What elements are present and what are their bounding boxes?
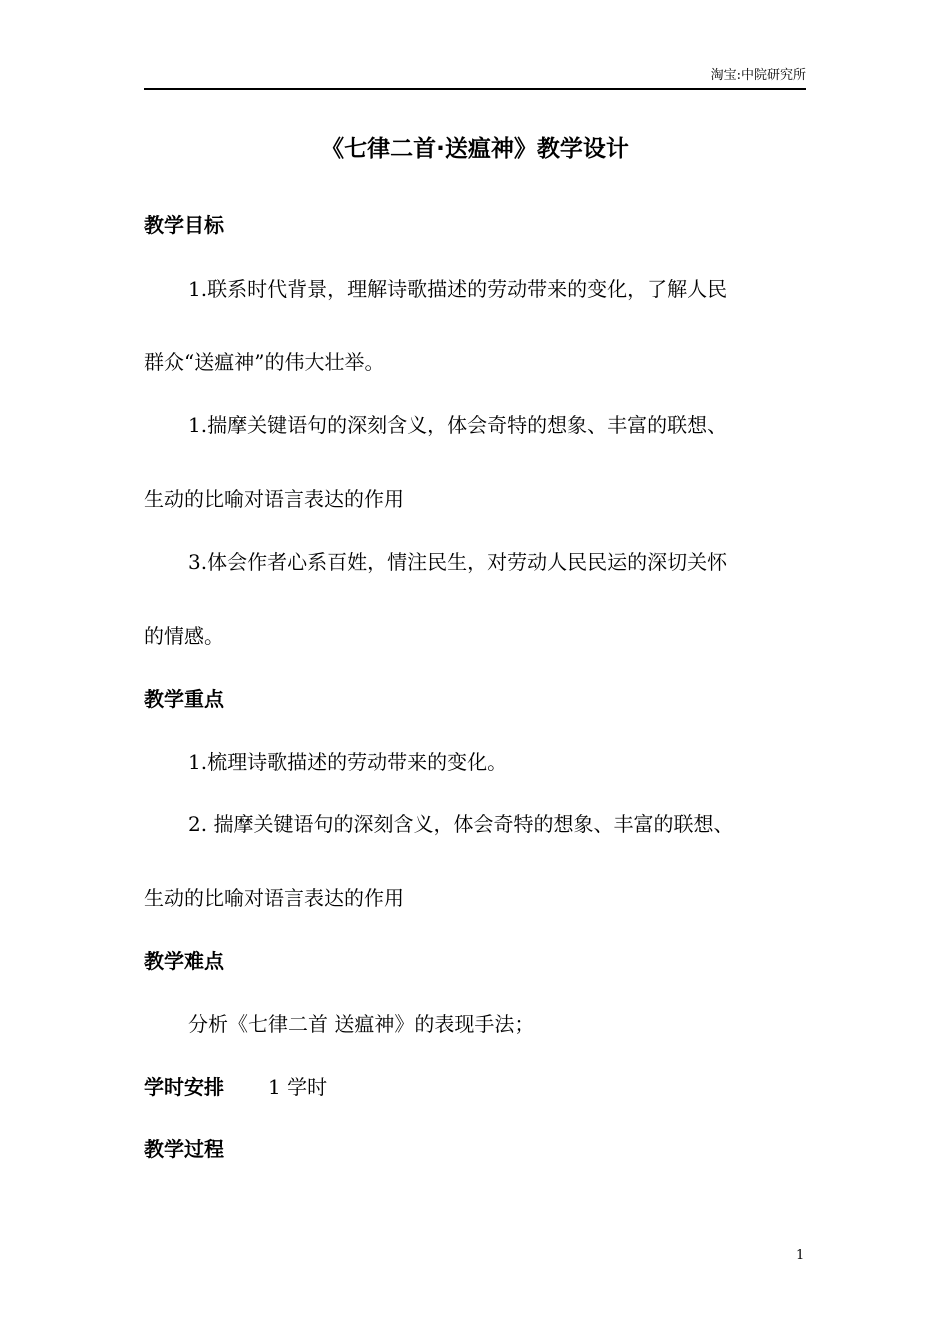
- heading-process: 教学过程: [144, 1137, 224, 1161]
- objective-3-line-1: 3.体会作者心系百姓，情注民生，对劳动人民民运的深切关怀: [188, 550, 728, 574]
- objective-1-line-1: 1.联系时代背景，理解诗歌描述的劳动带来的变化，了解人民: [188, 277, 728, 301]
- objective-2-line-1: 1.揣摩关键语句的深刻含义，体会奇特的想象、丰富的联想、: [188, 413, 728, 437]
- heading-difficulties: 教学难点: [144, 949, 224, 973]
- objective-3-line-2: 的情感。: [144, 624, 224, 648]
- key-point-1: 1.梳理诗歌描述的劳动带来的变化。: [188, 750, 508, 774]
- page-header: [144, 66, 806, 90]
- key-point-2-line-1: 2. 揣摩关键语句的深刻含义，体会奇特的想象、丰富的联想、: [188, 812, 734, 836]
- heading-schedule: 学时安排: [144, 1075, 224, 1099]
- heading-objectives: 教学目标: [144, 213, 224, 237]
- objective-2-line-2: 生动的比喻对语言表达的作用: [144, 487, 404, 511]
- difficulty-1: 分析《七律二首 送瘟神》的表现手法；: [188, 1012, 535, 1036]
- schedule-value: 1 学时: [268, 1075, 328, 1099]
- heading-key-points: 教学重点: [144, 687, 224, 711]
- document-title: 《七律二首·送瘟神》教学设计: [321, 136, 629, 162]
- page-number: 1: [796, 1248, 805, 1263]
- header-source: 淘宝:中院研究所: [710, 68, 806, 83]
- objective-1-line-2: 群众“送瘟神”的伟大壮举。: [144, 350, 385, 374]
- key-point-2-line-2: 生动的比喻对语言表达的作用: [144, 886, 404, 910]
